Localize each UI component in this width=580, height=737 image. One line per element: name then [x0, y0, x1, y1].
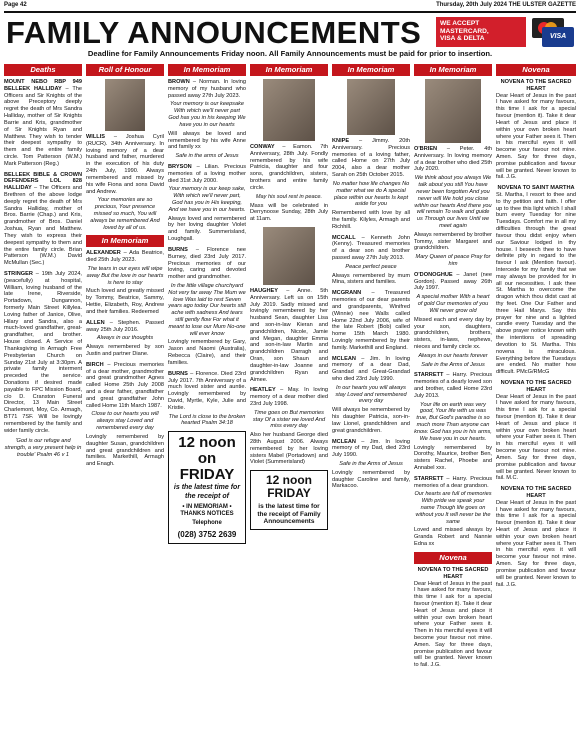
- notice-name: NOVENA TO THE SACRED HEART: [500, 379, 572, 393]
- roll-of-honour-column: [86, 64, 164, 734]
- notice-verse: Peace perfect peace: [345, 263, 397, 270]
- notice: [496, 79, 576, 181]
- notice-body: – Jim. In loving memory of my Dad, died 23rd July 1990.: [332, 438, 410, 459]
- notice-text: [496, 380, 576, 482]
- notice-body: St. Martha, I resort to thee and to thy petition and faith. I offer up to thee this light which I shall burn every Tuesday for nine Tuesdays. Comfort me in all my difficulties through the great favour thou didst enjoy when our Saviour lodged in thy house. I beseech thee to have definite pity in regard to the favour I ask (Mention favour). Intercede for my family that we may always be provided for in all our necessities. I ask thee St. Martha to overcome the dragon which thou didst cast at thy feet. One Our Father and three Hail Marys. Say this prayer for nine and a lighted candle every Tuesday and the above prayer notice known with the intentions of spreading devotion to St. Martha. This novena is miraculous. Everything before the Tuesdays are ended. No matter how difficult. PMcG/RMcG: [496, 192, 576, 376]
- ad-time: 12 noon on: [178, 434, 236, 467]
- portrait-photo: [347, 79, 395, 135]
- notice-name: WILLIS: [86, 134, 114, 140]
- notice-text: [414, 567, 492, 669]
- portrait-photo: [425, 79, 481, 143]
- notice-name: BURNS: [168, 246, 196, 253]
- notice: [332, 79, 410, 231]
- notice-name: HEATLEY: [250, 387, 281, 394]
- notice-closing: Will always be remembered by his daughter Patricia, son-in-law Lionel, grandchildren and great grandchildren.: [332, 407, 410, 434]
- ad-phone-label: Telephone: [192, 520, 222, 527]
- notice-verse: A special mother With a heart of gold Our memories of you Will never grow old: [416, 294, 490, 314]
- notice-body: – 19th July 2024, (peacefully) at hospital, William, loving husband of the late Irene, Riverside, Portadown, Dungannon, formerly Main Street Killylea. Loving father of Janice, Olive, Hilary and Sandra, also a much-loved grandfather, great-grandfather, and brother. House closed. A Service of Thanksgiving in Armagh Free Presbyterian Church on Sunday 21st July at 3:30pm. A private family interment preceded the service. Donations if desired made payable to FPC Mission Board, c/o D. Cranston Funeral Director, 13 Main Street Charlemont, Moy, Co. Armagh, BT71 7SF. Will be lovingly remembered by the family and wider family circle.: [4, 270, 82, 434]
- notice-name: STARRETT: [414, 475, 447, 482]
- deadline-advert: [168, 431, 246, 544]
- notice-text: [168, 371, 246, 412]
- notice-verse: 'God is our refuge and strength, a very present help in trouble' Psalm 46 v 1: [4, 438, 82, 459]
- notice-closing: Lovingly remembered by Gary, Jason and Naomi (Australia), Rebecca (Claire), and their families.: [168, 339, 246, 366]
- novena-column: [496, 64, 576, 734]
- notice: [250, 79, 328, 223]
- in-memoriam-column-1: [168, 64, 246, 734]
- in-memoriam-heading: In Memoriam: [332, 64, 410, 76]
- notice: [168, 79, 246, 160]
- notice: [4, 271, 82, 435]
- payment-line: WE ACCEPT: [440, 20, 480, 27]
- notice-verse: Our hearts are full of memories With pride we speak your name Though life goes on without you It will never be the same: [414, 491, 492, 525]
- notice-text: [496, 185, 576, 376]
- notice-name: BROWN: [168, 79, 193, 85]
- notice-text: [496, 486, 576, 588]
- notice-body: – Jim. In loving memory of a dear Dad, Grandad and Great-Grandad who died 23rd July 1990.: [332, 355, 410, 382]
- notice-text: [332, 138, 410, 179]
- notice-closing: Will always be loved and remembered by his wife Anne and family xx: [168, 130, 246, 151]
- notice-name: HAUGHEY: [250, 287, 287, 294]
- notice: [86, 320, 164, 358]
- notice-name: MCLEAN: [332, 355, 362, 362]
- notice-verse: Mary Queen of peace Pray for him: [415, 254, 491, 267]
- notice-name: MCGRANN: [332, 290, 372, 297]
- in-memoriam-heading: In Memoriam: [168, 64, 246, 76]
- novena-heading: Novena: [496, 64, 576, 76]
- notice-text: [332, 290, 410, 351]
- notice-text: [332, 356, 410, 383]
- notice-closing: Loved and missed always by Granda Robert and Nannie Edna xx: [414, 527, 492, 548]
- notice: [332, 356, 410, 435]
- notice-body: – Stephen. Passed away 25th July 2016.: [86, 319, 164, 333]
- notice: [414, 272, 492, 369]
- notice-verse: Close to our hearts you will always stay Loved and remembered every day: [91, 411, 159, 432]
- in-memoriam-column-2: [250, 64, 328, 734]
- notice: [332, 235, 410, 287]
- notice-text: [86, 250, 164, 264]
- notice-name: NOVENA TO THE SACRED HEART: [500, 486, 572, 499]
- notice-verse: We think about you always We talk about you still You have never been forgotten And you never will We hold you close within our hearts And there you will remain To walk and guide us Through our lives Until we meet again: [414, 175, 492, 229]
- notice-verse: The tears in our eyes will wipe away But the love in our hearts is here to stay: [86, 266, 164, 286]
- notice-verse: The Lord is close to the broken hearted Psalm 34:18: [168, 413, 246, 427]
- notice-text: [250, 144, 328, 192]
- portrait-photo: [263, 79, 315, 141]
- notice-closing: Always remembered by brother Tommy, sister Margaret and grandchildren.: [414, 231, 492, 252]
- notice-body: – Janet (nee Gordon). Passed away 26th July 1997.: [414, 271, 492, 292]
- deadline-notice: Deadline for Family Announcements Friday noon. All Family Announcements must be paid for prior to insertion.: [87, 49, 493, 58]
- notice-body: Dear Heart of Jesus in the past I have asked for many favours, this time I ask for a special favour (mention it). Take it dear Heart of Jesus and place it within your own broken heart where your Father sees it. Then in his merciful eyes it will become your favour not mine. Amen. Say for three days, promise publication and favour will be granted. Never known to fail. J.G.: [414, 580, 492, 669]
- card-logos: [530, 16, 576, 48]
- payment-box: [436, 17, 526, 47]
- notice-name: MOUNT NEBO RBP 949 BELLEEK HALLIDAY: [4, 79, 82, 92]
- payment-line: MASTERCARD,: [440, 27, 489, 35]
- notice-text: [168, 164, 246, 184]
- notice-verse: Your memory is our keepsake With which we'll never part God has you in his keeping We have you in our hearts: [168, 101, 246, 128]
- notice-text: [332, 235, 410, 262]
- notice-verse: In our hearts you will always stay Loved and remembered every day: [335, 384, 407, 405]
- notice-name: NOVENA TO THE SACRED HEART: [417, 566, 489, 580]
- notice-text: [414, 272, 492, 292]
- notice-body: – May. In loving memory of a dear mother died 23rd July 1998.: [250, 387, 328, 407]
- notice-body: – The Officers and Brethren of the above lodge deeply regret the death of Mrs Sandra Halliday, mother of Bros. Barrie (Chap.) and Kris, grandmother of Bros. Daniel Joshua, Ryan and Matthew. They wish to express their deepest sympathy to them and the entire family circle. Brian Patterson (W.M.) David McMullan (Sec.): [4, 185, 82, 267]
- notice-closing: Remembered with love by all the family. Kilyles, Armagh and Richhill.: [332, 210, 410, 230]
- notice-body: – Florence. Died 23rd July 2017. 7th Anniversary of a much loved sister and auntie. Lovingly remembered by David, Myrtle, Kyle, Julie and Kristie.: [168, 370, 246, 411]
- ad-phone: (028) 3752 2639: [177, 530, 237, 540]
- novena-heading: Novena: [414, 552, 492, 564]
- payment-line: VISA & DELTA: [440, 35, 485, 43]
- notice-closing: Lovingly remembered by daughter Caroline and family, Markacoo.: [332, 469, 410, 490]
- notice-body: Dear Heart of Jesus in the past I have asked for many favours, this time I ask for a special favour (mention it). Take it dear Heart of Jesus and place it within your own broken heart where your Father sees it. Then in his merciful eyes it will become your favour not mine. Amen. Say for three days, promise publication and favour will be granted. Never known to fail. J.G.: [496, 499, 576, 588]
- notice-text: [4, 271, 82, 435]
- paper-name: THE ULSTER GAZETTE: [508, 2, 576, 8]
- notice-name: ALLEN: [86, 319, 110, 326]
- notice: [168, 371, 246, 428]
- notice-body: – Norman. In loving memory of my husband who passed away 27th July 2023.: [168, 79, 246, 99]
- ad-day: FRIDAY: [179, 465, 235, 483]
- notice-verse: Your life on earth was very good, Your life with us was true, But God's paradise is so much more Than anyone can know. God has you in his arms, We have you in our hearts.: [414, 401, 492, 442]
- notice-text: [414, 372, 492, 399]
- notice-verse: Safe in the arms of Jesus: [175, 153, 239, 160]
- notice-text: [496, 79, 576, 181]
- notice-verse: Your memory is our keep sake, With which we'll never part, God has you in His keeping, And we have you in our hearts.: [168, 186, 246, 213]
- notice: [168, 247, 246, 367]
- notice-closing: Mass will be celebrated in Derrynoose Sunday, 28th July at 11am.: [250, 202, 328, 223]
- page-header: [4, 2, 576, 11]
- notice-closing: Missed each and every day by your son, daughters, grandchildren, brothers, sisters, in-laws, nephews, nieces and family circle xx.: [414, 316, 492, 350]
- notice-verse: May his soul rest in peace.: [255, 193, 323, 200]
- in-memoriam-column-3: [332, 64, 410, 734]
- notice-text: [168, 247, 246, 281]
- family-announcements-banner: [4, 11, 576, 50]
- notice-body: – The Officers and Sir Knights of the above Preceptory deeply regret the death of Mrs Sandra Halliday, mother of Sir Knights Barrie and Kris, grandmother of Sir Knights Ryan and Matthew. They wish to tender their deepest sympathy to them and the entire family circle. Tom Patterson (W.M.) Mark Patterson (Reg.): [4, 85, 82, 167]
- deadline-advert-2: [250, 470, 328, 530]
- notice: [496, 486, 576, 588]
- notice-name: O'BRIEN: [414, 146, 447, 152]
- notice-body: – Precious memories of a dear mother, grandmother and great grandmother Agnes called Home 25th July 2008 and a dear father, grandfather and great grandfather John called Home 11th March 1987.: [86, 361, 164, 409]
- notice-body: – Kenneth John (Kenny). Treasured memories of a dear son and brother passed away 27th July 2013.: [332, 234, 410, 261]
- notice-body: – Lilian. Precious memories of a loving mother died 31st July 2000.: [168, 163, 246, 184]
- notice-body: – Florence nee Burney, died 23rd July 2017. Precious memories of our loving, caring and devoted mother and grandmother.: [168, 246, 246, 281]
- notice-closing: Always remembered by mum Mina, sisters and families.: [332, 272, 410, 286]
- portrait-photo: [263, 227, 315, 285]
- notice-text: [250, 387, 328, 407]
- notice: [414, 372, 492, 471]
- notice-text: [86, 362, 164, 410]
- notice-name: KNIPE: [332, 138, 359, 144]
- notice-closing: Also her husband George died 28th August 2006. Always remembered by her loving sisters Mabel (Portadown) and Violet (Summerisland): [250, 432, 328, 466]
- notice-name: NOVENA TO SAINT MARTHA: [497, 185, 575, 192]
- notice-verse: Always in our thoughts: [96, 335, 154, 342]
- ad2-day: FRIDAY: [267, 486, 311, 501]
- notice: [332, 439, 410, 491]
- notice-verse: In the little village churchyard Not very far away The Mum we love Was laid to rest Seven years ago today Our hearts still ache with sadness And tears still gently flow For what it meant to lose our Mum No-one will ever know: [168, 282, 246, 337]
- ad-text: is the latest time for the receipt of: [173, 484, 241, 500]
- notice-name: BELLEEK BIBLE & CROWN DEFENDERS LOL 828 HALLIDAY: [4, 171, 82, 192]
- notice-name: CONWAY: [250, 144, 283, 150]
- notice-text: [4, 79, 82, 168]
- ad-items: • IN MEMORIAM • THANKS NOTICES: [180, 503, 234, 517]
- notice-text: [86, 320, 164, 334]
- notice-name: BIRCH: [86, 361, 108, 368]
- notice-text: [4, 172, 82, 267]
- notice-closing: Always loved and remembered by her loving daughter Violet and family. Summerisland, Loughgall.: [168, 215, 246, 243]
- notice-text: [86, 134, 164, 195]
- notice-verse: No matter how life changes No matter what we do A special place within our hearts Is kept aside for you: [332, 180, 410, 208]
- notice-body: – Ada Beatrice, died 25th July 2023.: [86, 250, 164, 264]
- in-memoriam-column-4: [414, 64, 492, 734]
- notice-closing: Always remembered by son Justin and partner Diane.: [86, 344, 164, 357]
- notice-text: [414, 146, 492, 173]
- issue-date: Thursday, 20th July 2024: [436, 2, 507, 8]
- page-number: Page 42: [4, 2, 27, 8]
- portrait-photo: [105, 79, 145, 131]
- notice-body: – Anne. 5th Anniversary. Left us on 15th July 2019. Sadly missed and lovingly remembered by her husband Sean, daughter Lisa and son-in-law Kieran and grandchildren, Nicole, Jamie and Megan, daughter Emma and son-in-law Martin and grandchildren Darragh and Oran, son Shaun and daughter-in-law Joanne and grandchildren Ryan and Aimee.: [250, 287, 328, 383]
- notice-body: – Jimmy. 20th Anniversary. Precious memories of a loving father, called Home on 27th July 2004, also a dear mother Sarah on 25th October 2015.: [332, 138, 410, 179]
- notice-name: MCCALL: [332, 234, 362, 241]
- notice-text: [250, 288, 328, 383]
- notice: [4, 438, 82, 458]
- banner-title: FAMILY ANNOUNCEMENTS: [6, 15, 422, 50]
- deaths-heading: Deaths: [4, 64, 82, 76]
- notice-body: – Treasured memories of our dear parents and grandparents, Winifred (Winnie) nee Walls called Home 22nd July 2006, wife of the late Robert (Bob) called home 15th March 1980. Lovingly remembered by their family. Markethill and England.: [332, 290, 410, 351]
- visa-logo-icon: VISA: [542, 27, 574, 47]
- ad2-time: 12 noon: [265, 473, 312, 488]
- notice: [4, 79, 82, 168]
- notice: [250, 387, 328, 466]
- notice-name: BRYSON: [168, 163, 197, 170]
- notice: [86, 362, 164, 468]
- notice: [332, 290, 410, 351]
- notice-closing: Much loved and greatly missed by Tommy, Beatrice, Sammy, Hettie, Elizabeth, Roy, Andrew and their families. Redeemed: [86, 288, 164, 315]
- roll-of-honour-heading: Roll of Honour: [86, 64, 164, 76]
- notice-body: – Peter. 4th Anniversary. In loving memory of a dear brother who died 25th July 2020.: [414, 146, 492, 173]
- notice: [4, 172, 82, 267]
- notice-name: STARRETT: [414, 372, 447, 379]
- notice-name: NOVENA TO THE SACRED HEART: [500, 79, 572, 92]
- notice-text: [168, 79, 246, 99]
- header-right: [436, 2, 576, 11]
- in-memoriam-heading: In Memoriam: [86, 235, 164, 247]
- notice-name: MCLEAN: [332, 438, 362, 445]
- notice-name: O'DONOGHUE: [414, 271, 457, 278]
- notice-body: Dear Heart of Jesus in the past I have asked for many favours, this time I ask for a special favour (mention it). Take it dear Heart of Jesus and place it within your own broken heart where your Father sees it. Then in his merciful eyes it will become your favour not mine. Amen. Say for three days, promise publication and favour will be granted. Never known to fail. M.C.: [496, 393, 576, 482]
- notice-body: – Joshua Cyril (RUCR). 34th Anniversary. In loving memory of a dear husband and father, murdered in the execution of his duty 24th July, 1990. Always remembered and missed by his wife Fiona and sons David and Andrew.: [86, 134, 164, 195]
- notice: [168, 164, 246, 243]
- notice-closing: Lovingly remembered by daughter Susan, grandchildren and great grandchildren and families. Markethill, Armagh and Enagh.: [86, 433, 164, 468]
- notice: [414, 567, 492, 669]
- notice: [86, 79, 164, 231]
- notice: [250, 227, 328, 383]
- in-memoriam-heading: In Memoriam: [250, 64, 328, 76]
- notice: [496, 380, 576, 482]
- deaths-column: [4, 64, 82, 734]
- notice-name: ALEXANDER: [86, 250, 124, 257]
- notice-text: [414, 476, 492, 490]
- ad2-text: is the latest time for the receipt of Family Announcements: [257, 502, 321, 526]
- notice-body: – Harry. Precious memories of a dear grandson.: [414, 475, 492, 489]
- notice-verse: Safe in the Arms of Jesus: [421, 361, 485, 368]
- notice-closing: Lovingly remembered by Dorothy, Maurice, brother Ben, sisters Rachel, Phoebe and Annabel xxx.: [414, 444, 492, 471]
- notice: [414, 476, 492, 548]
- notice-verse: Your memories are so precious, Your presence missed so much, You will always be remembered And loved by all of us.: [90, 197, 160, 231]
- notice-name: STRINGER: [4, 270, 36, 277]
- notice-body: – Harry. Precious memories of a dearly loved son and brother, called Home 23rd July 2013.: [414, 372, 492, 399]
- notice: [496, 185, 576, 376]
- in-memoriam-heading: In Memoriam: [414, 64, 492, 76]
- notice-text: [332, 439, 410, 459]
- notice-verse: Safe in the Arms of Jesus: [339, 460, 403, 467]
- notice: [414, 79, 492, 268]
- notice-body: – Eamon. 7th Anniversary, 28th July. Fondly remembered by his wife Patricia, daughter and four sons, grandchildren, sisters, brothers and entire family circle.: [250, 144, 328, 191]
- notice-name: BURNS: [168, 370, 191, 377]
- notice-body: Dear Heart of Jesus in the past I have asked for many favours, this time I ask for a special favour (mention it). Take it dear Heart of Jesus and place it within your own broken heart where your Father sees it. Then in his merciful eyes it will become your favour not mine. Amen. Say for three days, promise publication and favour will be granted. Never known to fail. J.G.: [496, 92, 576, 181]
- notice-verse: Always in our hearts forever: [418, 352, 488, 359]
- notice-verse: Time goes on But memories stay Of a sister we loved And miss every day: [252, 409, 326, 430]
- notice: [86, 250, 164, 315]
